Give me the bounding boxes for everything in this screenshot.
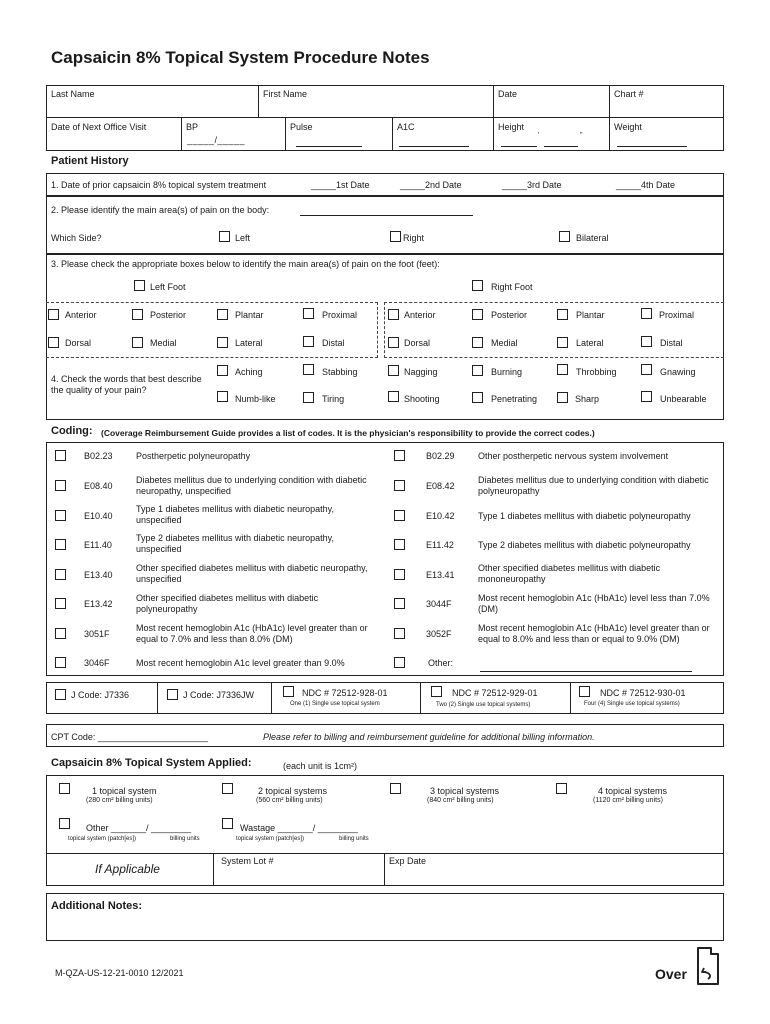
pain-throbbing-checkbox[interactable]	[557, 364, 568, 375]
pain-stabbing-label: Stabbing	[322, 367, 358, 377]
code-e1342-desc: Other specified diabetes mellitus with diabetic polyneuropathy	[136, 593, 319, 614]
ndc-929-sub: Two (2) Single use topical systems)	[436, 702, 531, 708]
pain-nagging-checkbox[interactable]	[388, 365, 399, 376]
rf-posterior-checkbox[interactable]	[472, 309, 483, 320]
bp-label: BP	[186, 122, 199, 132]
applied-4-checkbox[interactable]	[556, 783, 567, 794]
history-q2-label: 2. Please identify the main area(s) of pain on the body:	[51, 205, 270, 215]
code-e1042: E10.42	[426, 511, 455, 521]
right-side-label: Right	[403, 233, 425, 243]
first-name-label: First Name	[263, 89, 308, 99]
wastage-sub1: topical system (patch[es])	[236, 836, 305, 842]
height-feet-field[interactable]	[501, 146, 537, 147]
last-name-label: Last Name	[51, 89, 95, 99]
wastage-sub2: billing units	[339, 836, 369, 842]
additional-notes-heading: Additional Notes:	[51, 900, 143, 912]
code-e1142: E11.42	[426, 540, 454, 550]
pain-gnawing-label: Gnawing	[660, 367, 696, 377]
date-label: Date	[498, 89, 518, 99]
code-3044f-desc: Most recent hemoglobin A1c (HbA1c) level less than 7.0% (DM)	[478, 593, 710, 614]
code-3046f-checkbox[interactable]	[55, 657, 66, 668]
code-e0842-desc: Diabetes mellitus due to underlying condition with diabetic polyneuropathy	[478, 475, 709, 496]
rf-lateral-checkbox[interactable]	[557, 337, 568, 348]
weight-label: Weight	[614, 122, 642, 132]
system-lot-field[interactable]	[218, 868, 378, 882]
left-side-label: Left	[235, 233, 251, 243]
applied-4-label: 4 topical systems	[598, 786, 668, 796]
height-label: Height	[498, 122, 525, 132]
rf-lateral-label: Lateral	[576, 338, 604, 348]
exp-date-label: Exp Date	[389, 856, 427, 866]
code-e0840-desc: Diabetes mellitus due to underlying condition with diabetic neuropathy, unspecified	[136, 475, 367, 496]
over-label: Over	[655, 966, 687, 982]
lf-medial-label: Medial	[150, 338, 177, 348]
lf-plantar-label: Plantar	[235, 310, 264, 320]
code-e1040-desc: Type 1 diabetes mellitus with diabetic neuropathy, unspecified	[136, 504, 334, 525]
cpt-code-field[interactable]: CPT Code: ______________________	[51, 732, 208, 742]
a1c-field[interactable]	[399, 146, 469, 147]
code-e0842: E08.42	[426, 481, 455, 491]
history-q3-label: 3. Please check the appropriate boxes below to identify the main area(s) of pain on the foot (feet):	[51, 259, 440, 269]
rf-anterior-label: Anterior	[404, 310, 436, 320]
applied-unit-note: (each unit is 1cm²)	[283, 761, 358, 771]
height-inches-field[interactable]	[544, 146, 578, 147]
ndc-930-label: NDC # 72512-930-01	[600, 688, 686, 698]
applied-4-sub: (1120 cm² billing units)	[593, 797, 663, 804]
rf-anterior-checkbox[interactable]	[388, 309, 399, 320]
code-e1040-checkbox[interactable]	[55, 510, 66, 521]
feet-mark: '	[538, 132, 540, 139]
rf-medial-checkbox[interactable]	[472, 337, 483, 348]
second-date-field[interactable]: _____2nd Date	[400, 180, 462, 190]
wastage-field[interactable]: Wastage _______/ ________	[240, 823, 358, 833]
exp-date-field[interactable]	[389, 868, 719, 882]
pain-unbearable-label: Unbearable	[660, 394, 707, 404]
rf-plantar-checkbox[interactable]	[557, 309, 568, 320]
applied-other-field[interactable]: Other _______/ ________	[86, 823, 192, 833]
lf-dorsal-checkbox[interactable]	[48, 337, 59, 348]
first-date-field[interactable]: _____1st Date	[311, 180, 370, 190]
left-side-checkbox[interactable]	[219, 231, 230, 242]
code-e1341-checkbox[interactable]	[394, 569, 405, 580]
chart-field[interactable]	[614, 102, 719, 114]
code-other-checkbox[interactable]	[394, 657, 405, 668]
coding-heading: Coding:	[51, 425, 93, 437]
code-e1040: E10.40	[84, 511, 113, 521]
code-e0840: E08.40	[84, 481, 113, 491]
if-applicable-label: If Applicable	[95, 862, 160, 876]
lf-distal-label: Distal	[322, 338, 345, 348]
pain-penetrating-checkbox[interactable]	[472, 392, 483, 403]
code-b0223: B02.23	[84, 451, 113, 461]
next-visit-label: Date of Next Office Visit	[51, 122, 147, 132]
code-3044f: 3044F	[426, 599, 452, 609]
ndc-929-checkbox[interactable]	[431, 686, 442, 697]
code-3046f: 3046F	[84, 658, 110, 668]
lf-proximal-label: Proximal	[322, 310, 358, 320]
applied-3-sub: (840 cm² billing units)	[427, 797, 494, 804]
code-e1140-desc: Type 2 diabetes mellitus with diabetic neuropathy, unspecified	[136, 533, 334, 554]
page-turn-icon	[691, 946, 721, 986]
pain-numb-label: Numb-like	[235, 394, 276, 404]
bilateral-checkbox[interactable]	[559, 231, 570, 242]
applied-other-sub1: topical system (patch[es])	[68, 836, 137, 842]
applied-2-sub: (560 cm² billing units)	[256, 797, 323, 804]
lf-posterior-checkbox[interactable]	[132, 309, 143, 320]
pulse-field[interactable]	[296, 146, 362, 147]
code-3051f-checkbox[interactable]	[55, 628, 66, 639]
rf-distal-checkbox[interactable]	[641, 336, 652, 347]
ndc-928-checkbox[interactable]	[283, 686, 294, 697]
jcode-ndc-box	[46, 682, 724, 714]
applied-2-checkbox[interactable]	[222, 783, 233, 794]
code-3046f-desc: Most recent hemoglobin A1c level greater than 9.0%	[136, 658, 345, 668]
code-e1042-checkbox[interactable]	[394, 510, 405, 521]
code-e1140-checkbox[interactable]	[55, 539, 66, 550]
code-e0842-checkbox[interactable]	[394, 480, 405, 491]
applied-3-checkbox[interactable]	[390, 783, 401, 794]
code-3044f-checkbox[interactable]	[394, 598, 405, 609]
history-q4-label: 4. Check the words that best describe the quality of your pain?	[51, 374, 202, 395]
wastage-checkbox[interactable]	[222, 818, 233, 829]
applied-1-label: 1 topical system	[92, 786, 157, 796]
pain-numb-checkbox[interactable]	[217, 391, 228, 402]
code-e1142-checkbox[interactable]	[394, 539, 405, 550]
history-q1-label: 1. Date of prior capsaicin 8% topical system treatment	[51, 180, 267, 190]
page-title: Capsaicin 8% Topical System Procedure Notes	[51, 48, 430, 67]
code-e1341: E13.41	[426, 570, 455, 580]
ndc-929-label: NDC # 72512-929-01	[452, 688, 538, 698]
jcode-j7336jw-label: J Code: J7336JW	[183, 690, 255, 700]
rf-dorsal-label: Dorsal	[404, 338, 431, 348]
code-b0229-checkbox[interactable]	[394, 450, 405, 461]
rf-distal-label: Distal	[660, 338, 683, 348]
pain-burning-label: Burning	[491, 367, 523, 377]
left-foot-checkbox[interactable]	[134, 280, 145, 291]
lf-lateral-label: Lateral	[235, 338, 263, 348]
pain-shooting-checkbox[interactable]	[388, 391, 399, 402]
code-e1042-desc: Type 1 diabetes mellitus with diabetic polyneuropathy	[478, 511, 691, 521]
lf-anterior-label: Anterior	[65, 310, 97, 320]
inch-mark: "	[580, 132, 583, 139]
pain-tiring-checkbox[interactable]	[303, 392, 314, 403]
weight-field[interactable]	[617, 146, 687, 147]
code-b0223-checkbox[interactable]	[55, 450, 66, 461]
right-foot-label: Right Foot	[491, 282, 533, 292]
code-e1340-desc: Other specified diabetes mellitus with diabetic neuropathy, unspecified	[136, 563, 368, 584]
patient-history-heading: Patient History	[51, 155, 129, 167]
pain-tiring-label: Tiring	[322, 394, 345, 404]
applied-1-sub: (280 cm² billing units)	[86, 797, 153, 804]
pain-penetrating-label: Penetrating	[491, 394, 538, 404]
which-side-label: Which Side?	[51, 233, 102, 243]
lf-lateral-checkbox[interactable]	[217, 337, 228, 348]
bilateral-label: Bilateral	[576, 233, 609, 243]
ndc-930-sub: Four (4) Single use topical systems)	[584, 701, 680, 707]
lf-posterior-label: Posterior	[150, 310, 187, 320]
pain-burning-checkbox[interactable]	[472, 365, 483, 376]
third-date-field[interactable]: _____3rd Date	[502, 180, 562, 190]
code-e1140: E11.40	[84, 540, 112, 550]
lf-medial-checkbox[interactable]	[132, 337, 143, 348]
system-lot-label: System Lot #	[221, 856, 274, 866]
code-b0229: B02.29	[426, 451, 455, 461]
code-e1342-checkbox[interactable]	[55, 598, 66, 609]
next-visit-field[interactable]	[51, 134, 176, 148]
rf-proximal-label: Proximal	[659, 310, 695, 320]
code-e1340: E13.40	[84, 570, 113, 580]
code-e1341-desc: Other specified diabetes mellitus with diabetic mononeuropathy	[478, 563, 661, 584]
code-other-field[interactable]	[480, 671, 692, 672]
code-b0229-desc: Other postherpetic nervous system involvement	[478, 451, 669, 461]
code-e1342: E13.42	[84, 599, 113, 609]
cpt-note: Please refer to billing and reimbursement guideline for additional billing information.	[263, 732, 595, 742]
fourth-date-field[interactable]: _____4th Date	[616, 180, 676, 190]
additional-notes-box[interactable]	[46, 893, 724, 941]
ndc-930-checkbox[interactable]	[579, 686, 590, 697]
lf-anterior-checkbox[interactable]	[48, 309, 59, 320]
right-side-checkbox[interactable]	[390, 231, 401, 242]
code-3052f-checkbox[interactable]	[394, 628, 405, 639]
applied-1-checkbox[interactable]	[59, 783, 70, 794]
coding-note: (Coverage Reimbursement Guide provides a list of codes. It is the physician's responsibility to provide the correct codes.)	[101, 428, 595, 438]
pain-aching-checkbox[interactable]	[217, 365, 228, 376]
a1c-label: A1C	[397, 122, 415, 132]
applied-heading: Capsaicin 8% Topical System Applied:	[51, 757, 252, 769]
code-e1142-desc: Type 2 diabetes mellitus with diabetic polyneuropathy	[478, 540, 691, 550]
lf-dorsal-label: Dorsal	[65, 338, 92, 348]
jcode-j7336-checkbox[interactable]	[55, 689, 66, 700]
rf-medial-label: Medial	[491, 338, 518, 348]
lf-proximal-checkbox[interactable]	[303, 308, 314, 319]
jcode-j7336-label: J Code: J7336	[71, 690, 130, 700]
pain-gnawing-checkbox[interactable]	[641, 364, 652, 375]
right-foot-checkbox[interactable]	[472, 280, 483, 291]
pain-area-field[interactable]	[300, 215, 473, 216]
code-3052f-desc: Most recent hemoglobin A1c (HbA1c) level greater than or equal to 8.0% and less than or equal to 9.0% (DM)	[478, 623, 710, 644]
last-name-field[interactable]	[51, 102, 251, 114]
rf-dorsal-checkbox[interactable]	[388, 337, 399, 348]
pain-stabbing-checkbox[interactable]	[303, 364, 314, 375]
pain-nagging-label: Nagging	[404, 367, 438, 377]
chart-label: Chart #	[614, 89, 644, 99]
lf-plantar-checkbox[interactable]	[217, 309, 228, 320]
pain-sharp-label: Sharp	[575, 394, 600, 404]
rf-proximal-checkbox[interactable]	[641, 308, 652, 319]
date-field[interactable]	[498, 102, 603, 114]
code-e0840-checkbox[interactable]	[55, 480, 66, 491]
code-3051f-desc: Most recent hemoglobin A1c (HbA1c) level greater than or equal to 7.0% and less than 8.0% (DM)	[136, 623, 368, 644]
pain-sharp-checkbox[interactable]	[557, 392, 568, 403]
code-3052f: 3052F	[426, 629, 452, 639]
form-code: M-QZA-US-12-21-0010 12/2021	[55, 968, 184, 978]
pain-aching-label: Aching	[235, 367, 263, 377]
ndc-928-sub: One (1) Single use topical system	[290, 701, 380, 707]
pain-throbbing-label: Throbbing	[576, 367, 617, 377]
code-3051f: 3051F	[84, 629, 110, 639]
bp-field[interactable]: _____/_____	[187, 135, 246, 145]
pain-shooting-label: Shooting	[404, 394, 440, 404]
code-other-label: Other:	[428, 658, 454, 668]
pain-unbearable-checkbox[interactable]	[641, 391, 652, 402]
applied-other-checkbox[interactable]	[59, 818, 70, 829]
applied-3-label: 3 topical systems	[430, 786, 500, 796]
ndc-928-label: NDC # 72512-928-01	[302, 688, 388, 698]
rf-plantar-label: Plantar	[576, 310, 605, 320]
pulse-label: Pulse	[290, 122, 313, 132]
applied-2-label: 2 topical systems	[258, 786, 328, 796]
code-e1340-checkbox[interactable]	[55, 569, 66, 580]
code-b0223-desc: Postherpetic polyneuropathy	[136, 451, 251, 461]
first-name-field[interactable]	[263, 102, 488, 114]
rf-posterior-label: Posterior	[491, 310, 528, 320]
lf-distal-checkbox[interactable]	[303, 336, 314, 347]
jcode-j7336jw-checkbox[interactable]	[167, 689, 178, 700]
left-foot-label: Left Foot	[150, 282, 186, 292]
applied-other-sub2: billing units	[170, 836, 200, 842]
